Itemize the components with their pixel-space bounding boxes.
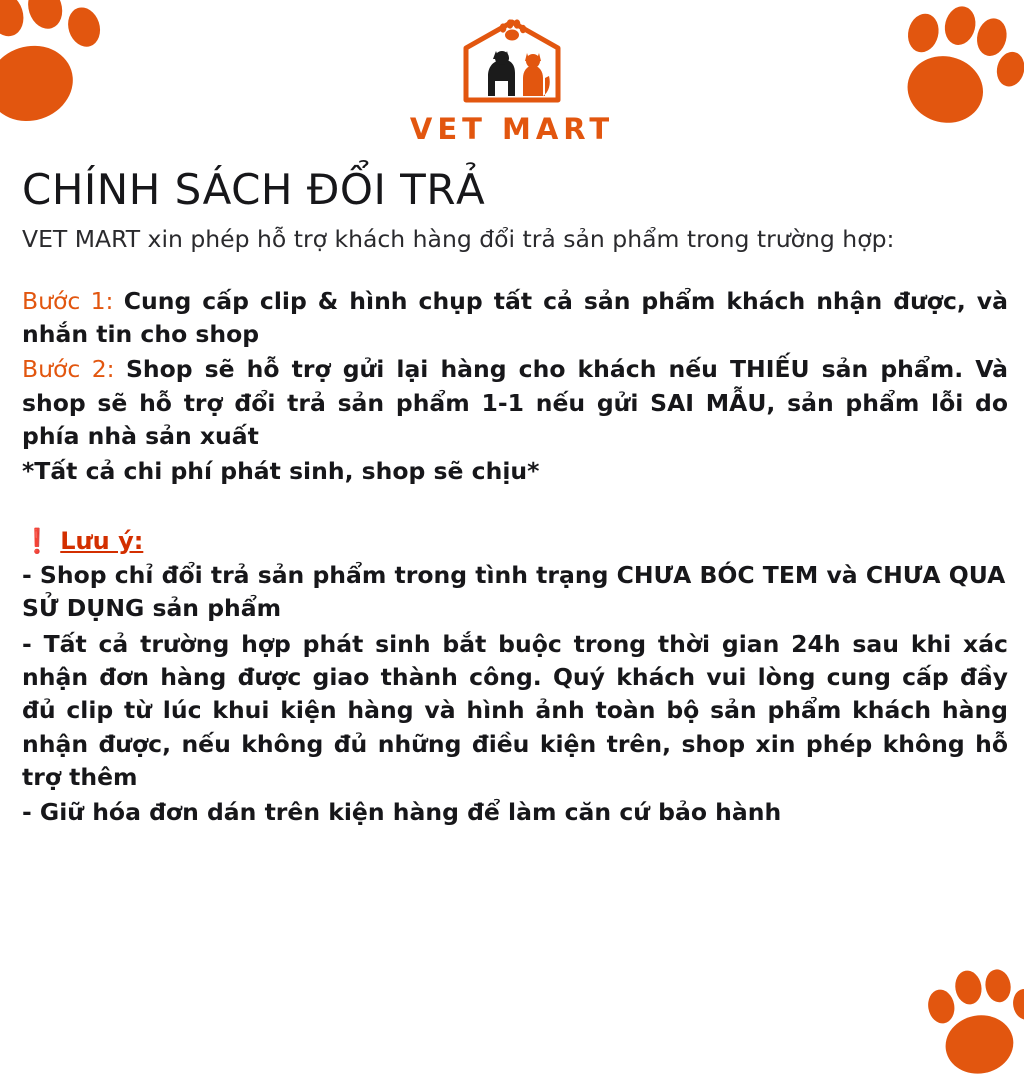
brand-name: VET MART: [409, 112, 615, 146]
step-1: [22, 285, 1008, 352]
step-2-label: Bước 2:: [22, 355, 115, 384]
steps-section: [22, 285, 1008, 489]
note-item: - Tất cả trường hợp phát sinh bắt buộc trong thời gian 24h sau khi xác nhận đơn hàng được giao thành công. Quý khách vui lòng cung cấp đầy đủ clip từ lúc khui kiện hàng và hình ảnh toàn bộ sản phẩm khách hàng nhận được, nếu không đủ những điều kiện trên, shop xin phép không hỗ trợ thêm: [22, 629, 1008, 791]
step-2: [22, 353, 1008, 453]
page-title: CHÍNH SÁCH ĐỔI TRẢ: [22, 165, 486, 214]
note-heading-label: Lưu ý:: [60, 526, 144, 555]
note-heading: [22, 527, 1008, 555]
note-item: - Giữ hóa đơn dán trên kiện hàng để làm căn cứ bảo hành: [22, 798, 782, 827]
note-list: [22, 559, 1008, 830]
warning-exclamation-icon: ❗: [22, 526, 52, 555]
dog-cat-house-icon: [457, 18, 567, 104]
policy-document: [22, 165, 1008, 832]
step-2-text: Shop sẽ hỗ trợ gửi lại hàng cho khách nếu THIẾU sản phẩm. Và shop sẽ hỗ trợ đổi trả sản phẩm 1-1 nếu gửi SAI MẪU, sản phẩm lỗi do phía nhà sản xuất: [22, 355, 1008, 451]
step-1-text: Cung cấp clip & hình chụp tất cả sản phẩm khách nhận được, và nhắn tin cho shop: [22, 286, 1008, 348]
page-subtitle: VET MART xin phép hỗ trợ khách hàng đổi trả sản phẩm trong trường hợp:: [22, 225, 895, 254]
steps-footnote: *Tất cả chi phí phát sinh, shop sẽ chịu*: [22, 457, 540, 486]
paw-print-icon: [921, 959, 1024, 1089]
note-item: - Shop chỉ đổi trả sản phẩm trong tình trạng CHƯA BÓC TEM và CHƯA QUA SỬ DỤNG sản phẩm: [22, 560, 1006, 623]
step-1-label: Bước 1:: [22, 286, 114, 315]
brand-logo: [0, 18, 1024, 146]
